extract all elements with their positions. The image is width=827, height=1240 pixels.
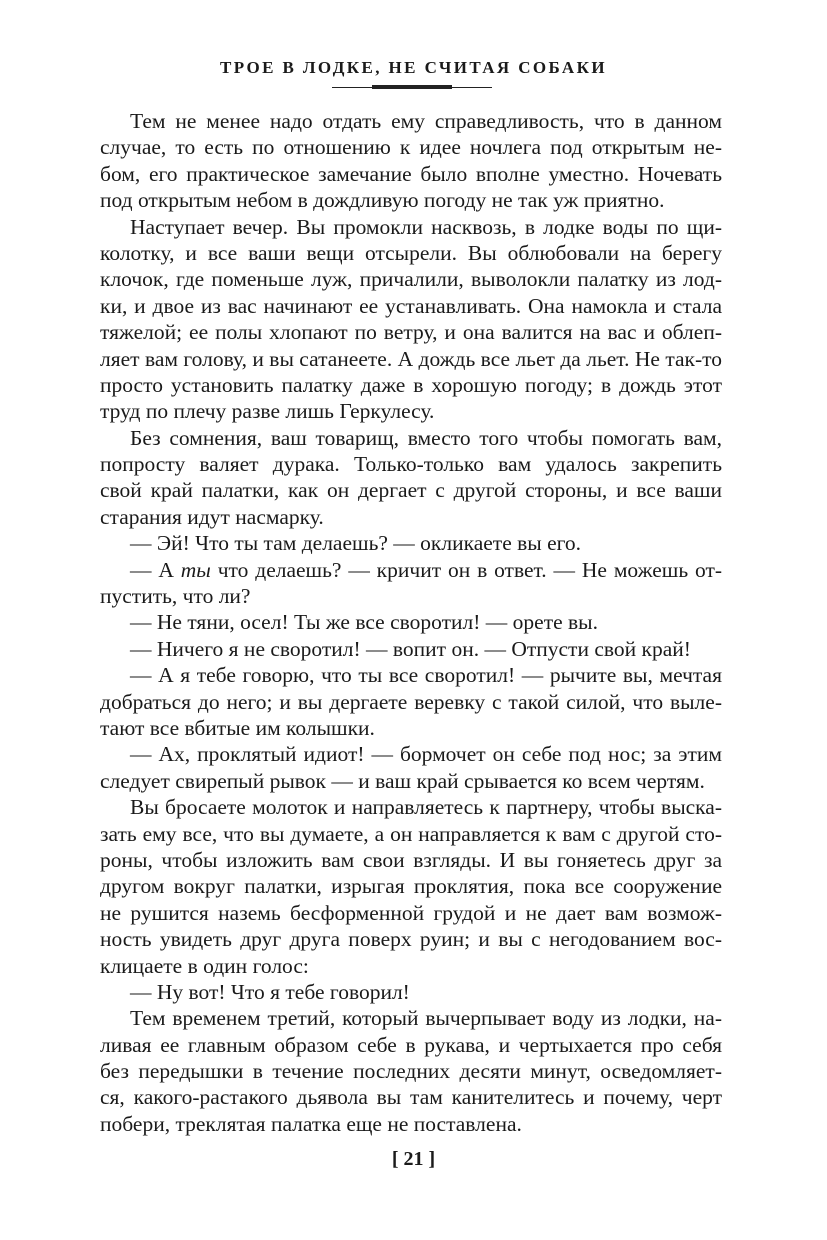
text-line: Тем временем третий, который вычерпывает воду из лодки, на- — [130, 1006, 722, 1031]
text-line: — А ты что делаешь? — кричит он в ответ. — Не можешь от- — [130, 557, 723, 582]
text-line: зать ему все, что вы думаете, а он направляется к вам с другой сто- — [100, 821, 722, 846]
text-line: Без сомнения, ваш товарищ, вместо того чтобы помогать вам, — [130, 425, 722, 450]
text-line: роны, чтобы изложить вам свои взгляды. И вы гоняетесь друг за — [100, 847, 722, 872]
body-text — [100, 108, 722, 1137]
text-line: без передышки в течение последних десяти минут, осведомляет- — [100, 1059, 722, 1084]
text-line: случае, то есть по отношению к идее ночлега под открытым не- — [100, 135, 722, 160]
text-line: старания идут насмарку. — [100, 504, 324, 529]
text-line: труд по плечу разве лишь Геркулесу. — [100, 399, 435, 424]
text-line: пустить, что ли? — [100, 584, 251, 609]
text-line: — Ну вот! Что я тебе говорил! — [130, 979, 410, 1004]
text-line: колотку, и все ваши вещи отсырели. Вы облюбовали на берегу — [100, 240, 722, 265]
text-line: побери, треклятая палатка еще не поставлена. — [100, 1111, 522, 1136]
text-line: Вы бросаете молоток и направляетесь к партнеру, чтобы выска- — [130, 795, 722, 820]
text-line: следует свирепый рывок — и ваш край срывается ко всем чертям. — [100, 768, 705, 793]
header-rule-accent — [372, 85, 452, 89]
text-line: — Эй! Что ты там делаешь? — окликаете вы его. — [130, 531, 582, 556]
text-line: ность увидеть друг друга поверх руин; и вы с негодованием вос- — [100, 927, 722, 952]
text-line: ся, какого-растакого дьявола вы там канителитесь и почему, черт — [100, 1085, 722, 1110]
text-line: попросту валяет дурака. Только-только вам удалось закрепить — [100, 452, 722, 477]
text-line: клочок, где поменьше луж, причалили, выволокли палатку из лод- — [100, 267, 722, 292]
text-line: свой край палатки, как он дергает с другой стороны, и все ваши — [100, 478, 722, 503]
text-line: — Ничего я не своротил! — вопит он. — Отпусти свой край! — [130, 636, 691, 661]
text-line: клицаете в один голос: — [100, 953, 309, 978]
text-line: тают все вбитые им колышки. — [100, 715, 375, 740]
text-line: другом вокруг палатки, изрыгая проклятия, пока все сооружение — [100, 874, 722, 899]
text-line: не рушится наземь бесформенной грудой и не дает вам возмож- — [100, 900, 722, 925]
text-line: — Ах, проклятый идиот! — бормочет он себе под нос; за этим — [130, 742, 722, 767]
text-line: ливая ее главным образом себе в рукава, и чертыхается про себя — [100, 1032, 722, 1057]
text-line: добраться до него; и вы дергаете веревку с такой силой, что выле- — [100, 689, 722, 714]
text-line: — А я тебе говорю, что ты все своротил! — рычите вы, мечтая — [130, 663, 722, 688]
text-line: ляет вам голову, и вы сатанеете. А дождь все льет да льет. Не так-то — [100, 346, 722, 371]
text-line: под открытым небом в дождливую погоду не так уж приятно. — [100, 188, 665, 213]
text-line: бом, его практическое замечание было вполне уместно. Ночевать — [100, 161, 722, 186]
text-line: тяжелой; ее полы хлопают по ветру, и она валится на вас и облеп- — [100, 320, 722, 345]
text-line: Наступает вечер. Вы промокли насквозь, в лодке воды по щи- — [130, 214, 722, 239]
running-head: ТРОЕ В ЛОДКЕ, НЕ СЧИТАЯ СОБАКИ — [220, 58, 607, 77]
text-line: просто установить палатку даже в хорошую погоду; в дождь этот — [100, 372, 722, 397]
text-line: Тем не менее надо отдать ему справедливость, что в данном — [130, 109, 722, 133]
emphasis: ты — [180, 557, 211, 582]
text-line: ки, и двое из вас начинают ее устанавливать. Она намокла и стала — [100, 293, 722, 318]
page-number: [ 21 ] — [391, 1148, 436, 1170]
text-line: — Не тяни, осел! Ты же все своротил! — орете вы. — [130, 610, 598, 635]
